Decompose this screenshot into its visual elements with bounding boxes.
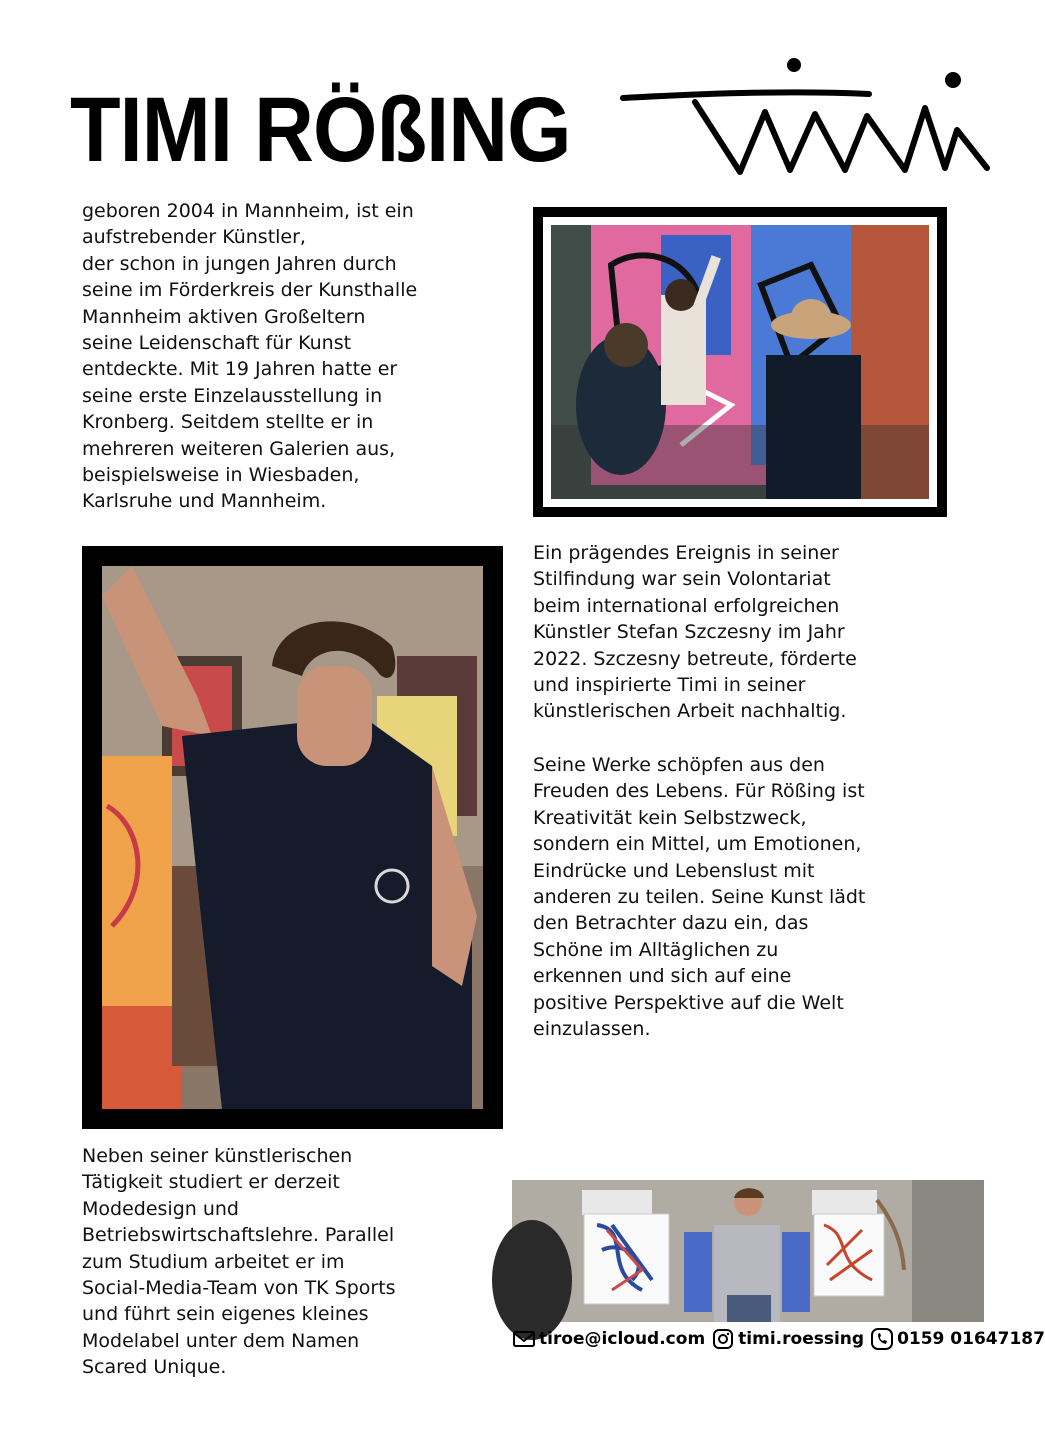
exhibition-photo bbox=[512, 1180, 984, 1322]
artist-name: TIMI RÖßING bbox=[70, 79, 571, 181]
bio-paragraph-studies: Neben seiner künstlerischen Tätigkeit studiert er derzeit Modedesign und Betriebswirtschaftslehre. Parallel zum Studium arbeitet er im Social-Media-Team von TK Sports und führt sein eigenes kleines Modelabel unter dem Namen Scared Unique. bbox=[82, 1145, 396, 1379]
phone-text: 0159 01647187 bbox=[897, 1329, 1045, 1349]
contact-bar bbox=[512, 1326, 1045, 1352]
mail-icon bbox=[512, 1328, 536, 1350]
graffiti-photo bbox=[533, 207, 947, 517]
bio-paragraph-volunteer: Ein prägendes Ereignis in seiner Stilfindung war sein Volontariat beim international erfolgreichen Künstler Stefan Szczesny im Jahr 2022. Szczesny betreute, förderte und inspirierte Timi in seiner künstlerischen Arbeit nachhaltig. bbox=[533, 542, 857, 723]
instagram-icon bbox=[711, 1328, 735, 1350]
email-contact[interactable] bbox=[512, 1328, 705, 1350]
email-text: tiroe@icloud.com bbox=[539, 1329, 706, 1349]
phone-contact[interactable] bbox=[870, 1328, 1045, 1350]
bio-paragraph-works: Seine Werke schöpfen aus den Freuden des Lebens. Für Rößing ist Kreativität kein Selbstzweck, sondern ein Mittel, um Emotionen, Eindrücke und Lebenslust mit anderen zu teilen. Seine Kunst lädt den Betrachter dazu ein, das Schöne im Alltäglichen zu erkennen und sich auf eine positive Perspektive auf die Welt einzulassen. bbox=[533, 754, 866, 1041]
instagram-text: timi.roessing bbox=[738, 1329, 865, 1349]
phone-icon bbox=[870, 1328, 894, 1350]
bio-paragraph-intro: geboren 2004 in Mannheim, ist ein aufstrebender Künstler, der schon in jungen Jahren durch seine im Förderkreis der Kunsthalle Mannheim aktiven Großeltern seine Leidenschaft für Kunst entdeckte. Mit 19 Jahren hatte er seine erste Einzelausstellung in Kronberg. Seitdem stellte er in mehreren weiteren Galerien aus, beispielsweise in Wiesbaden, Karlsruhe und Mannheim. bbox=[82, 200, 418, 513]
signature-logo bbox=[615, 50, 995, 190]
instagram-contact[interactable] bbox=[711, 1328, 864, 1350]
portrait-photo bbox=[82, 546, 503, 1129]
